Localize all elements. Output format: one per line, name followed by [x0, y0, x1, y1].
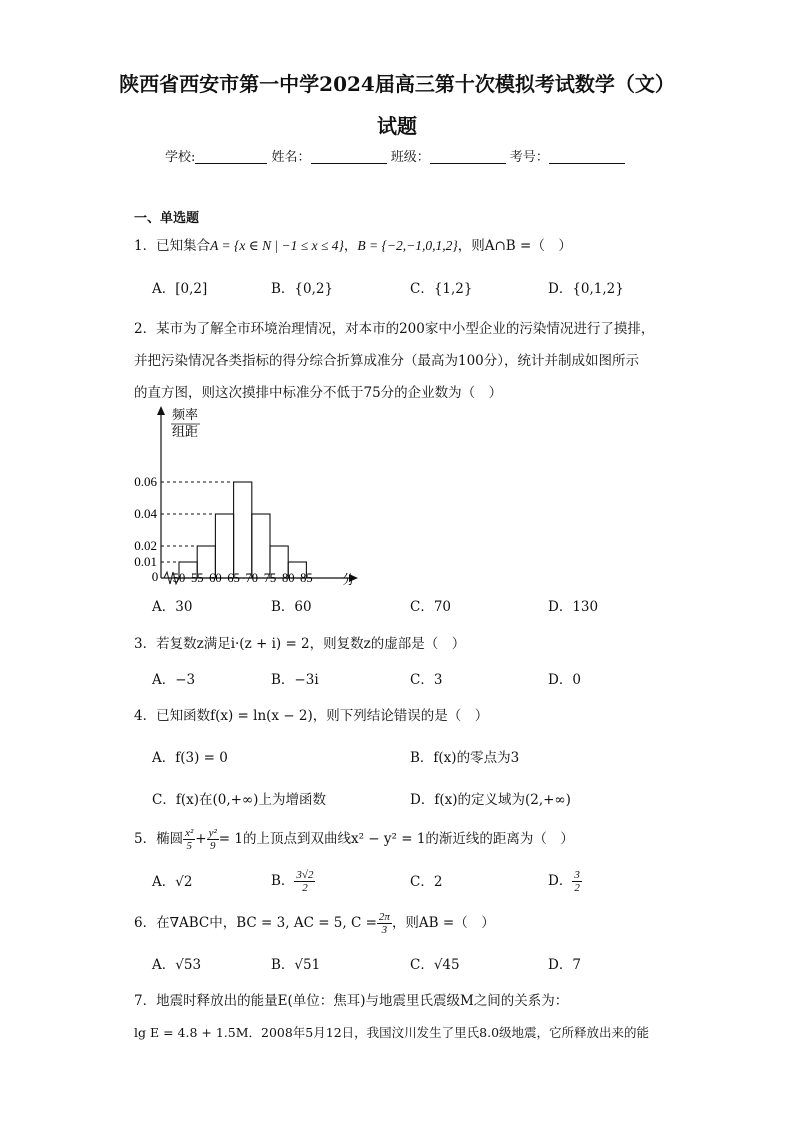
exam-title-line1: 陕西省西安市第一中学2024届高三第十次模拟考试数学（文） [119, 72, 675, 96]
q4-option-a[interactable]: A．f(3) = 0 [152, 750, 228, 766]
q1-sep: ， [343, 238, 358, 254]
x-tick-label: 75 [263, 571, 277, 585]
section-heading: 一、单选题 [134, 211, 200, 226]
question-2 [134, 313, 674, 409]
q5-plus: + [195, 831, 207, 847]
question-7-line-1: 7．地震时释放出的能量E(单位：焦耳)与地震里氏震级M之间的关系为： [134, 993, 569, 1009]
question-4: 4．已知函数f(x) = ln(x − 2)，则下列结论错误的是（ ） [134, 708, 489, 724]
school-label: 学校: [165, 150, 196, 165]
y-axis-arrow [157, 406, 165, 415]
q5-frac-x: $\frac{\text{x²}}{5}$ [185, 827, 194, 852]
q2-line-1: 2．某市为了解全市环境治理情况，对本市的200家中小型企业的污染情况进行了摸排， [134, 321, 655, 337]
number-blank [549, 149, 625, 164]
q4-option-b[interactable]: B．f(x)的零点为3 [410, 750, 520, 766]
histogram-bar [215, 514, 233, 578]
histogram-bar [252, 514, 270, 578]
exam-title-line2: 试题 [377, 114, 417, 138]
y-tick-label: 0.06 [134, 474, 157, 489]
question-6 [134, 908, 495, 938]
q5-option-d-frac: $\frac{3}{2}$ [574, 869, 580, 894]
q2-option-d[interactable]: D．130 [548, 599, 599, 615]
student-info-row [165, 146, 625, 165]
q2-option-b[interactable]: B．60 [271, 599, 312, 615]
q5-option-b-label: B． [271, 873, 295, 889]
q5-post: = 1的上顶点到双曲线x² − y² = 1的渐近线的距离为（ ） [218, 831, 574, 847]
class-label: 班级： [390, 150, 430, 165]
q1-tail: ，则A∩B =（ ） [457, 238, 572, 254]
q5-option-d[interactable] [548, 866, 582, 896]
q1-option-d[interactable]: D．{0,1,2} [548, 281, 624, 297]
q2-line-3: 的直方图，则这次摸排中标准分不低于75分的企业数为（ ） [134, 385, 503, 401]
question-7-line-2: lg E = 4.8 + 1.5M．2008年5月12日，我国汶川发生了里氏8.0级地震，它所释放出来的能 [134, 1025, 650, 1040]
x-tick-label: 70 [245, 571, 259, 585]
y-tick-label: 0.04 [134, 506, 157, 521]
q6-frac: $\frac{2\pi}{3}$ [378, 911, 390, 936]
histogram-bar [234, 482, 252, 578]
xlabel: 分 [342, 572, 356, 587]
q1-stem: 1．已知集合 [134, 238, 211, 254]
name-blank [311, 149, 387, 164]
x-tick-label: 55 [190, 571, 204, 585]
number-label: 考号： [509, 150, 549, 165]
histogram-chart [120, 400, 370, 590]
q5-option-b-frac: $\frac{3√2}{2}$ [296, 869, 314, 894]
origin-label: 0 [151, 569, 159, 584]
class-blank [430, 149, 506, 164]
question-5 [134, 824, 574, 854]
q3-option-c[interactable]: C．3 [410, 672, 443, 688]
q2-line-2: 并把污染情况各类指标的得分综合折算成准分（最高为100分），统计并制成如图所示 [134, 353, 640, 369]
q5-frac-y: $\frac{\text{y²}}{9}$ [208, 827, 217, 852]
y-tick-label: 0.02 [134, 538, 157, 553]
q3-option-a[interactable]: A．−3 [152, 672, 196, 688]
question-3: 3．若复数z满足i·(z + i) = 2，则复数z的虚部是（ ） [134, 636, 466, 652]
q1-option-c[interactable]: C．{1,2} [410, 281, 473, 297]
q5-option-d-label: D． [548, 873, 573, 889]
question-1 [134, 237, 572, 255]
q4-option-c[interactable]: C．f(x)在(0,+∞)上为增函数 [152, 792, 326, 808]
q5-pre: 5．椭圆 [134, 831, 184, 847]
q6-option-a[interactable]: A．√53 [152, 957, 202, 973]
ylabel-bottom: 组距 [172, 424, 199, 439]
x-tick-label: 60 [209, 571, 222, 585]
school-blank [195, 149, 267, 164]
q5-option-b[interactable] [271, 866, 315, 896]
q1-option-a[interactable]: A．[0,2] [152, 281, 208, 297]
q5-option-c[interactable]: C．2 [410, 874, 443, 890]
q1-option-b[interactable]: B．{0,2} [271, 281, 334, 297]
q2-option-a[interactable]: A．30 [152, 599, 193, 615]
x-tick-label: 85 [300, 571, 313, 585]
q3-option-b[interactable]: B．−3i [271, 672, 319, 688]
q1-set-b: B = {−2,−1,0,1,2} [357, 238, 458, 253]
q6-option-d[interactable]: D．7 [548, 957, 581, 973]
q3-option-d[interactable]: D．0 [548, 672, 581, 688]
q6-option-b[interactable]: B．√51 [271, 957, 321, 973]
q4-option-d[interactable]: D．f(x)的定义域为(2,+∞) [410, 792, 571, 808]
ylabel-top: 频率 [172, 407, 199, 422]
x-tick-label: 80 [281, 571, 295, 585]
x-tick-label: 65 [227, 571, 240, 585]
q6-option-c[interactable]: C．√45 [410, 957, 460, 973]
q6-post: ，则AB =（ ） [391, 915, 495, 931]
x-tick-label: 50 [172, 571, 186, 585]
q1-set-a: A = {x ∈ N | −1 ≤ x ≤ 4} [210, 238, 344, 253]
name-label: 姓名： [271, 150, 311, 165]
q2-option-c[interactable]: C．70 [410, 599, 452, 615]
y-tick-label: 0.01 [134, 554, 157, 569]
q6-pre: 6．在∇ABC中，BC = 3, AC = 5, C = [134, 915, 377, 931]
q5-option-a[interactable]: A．√2 [152, 874, 193, 890]
